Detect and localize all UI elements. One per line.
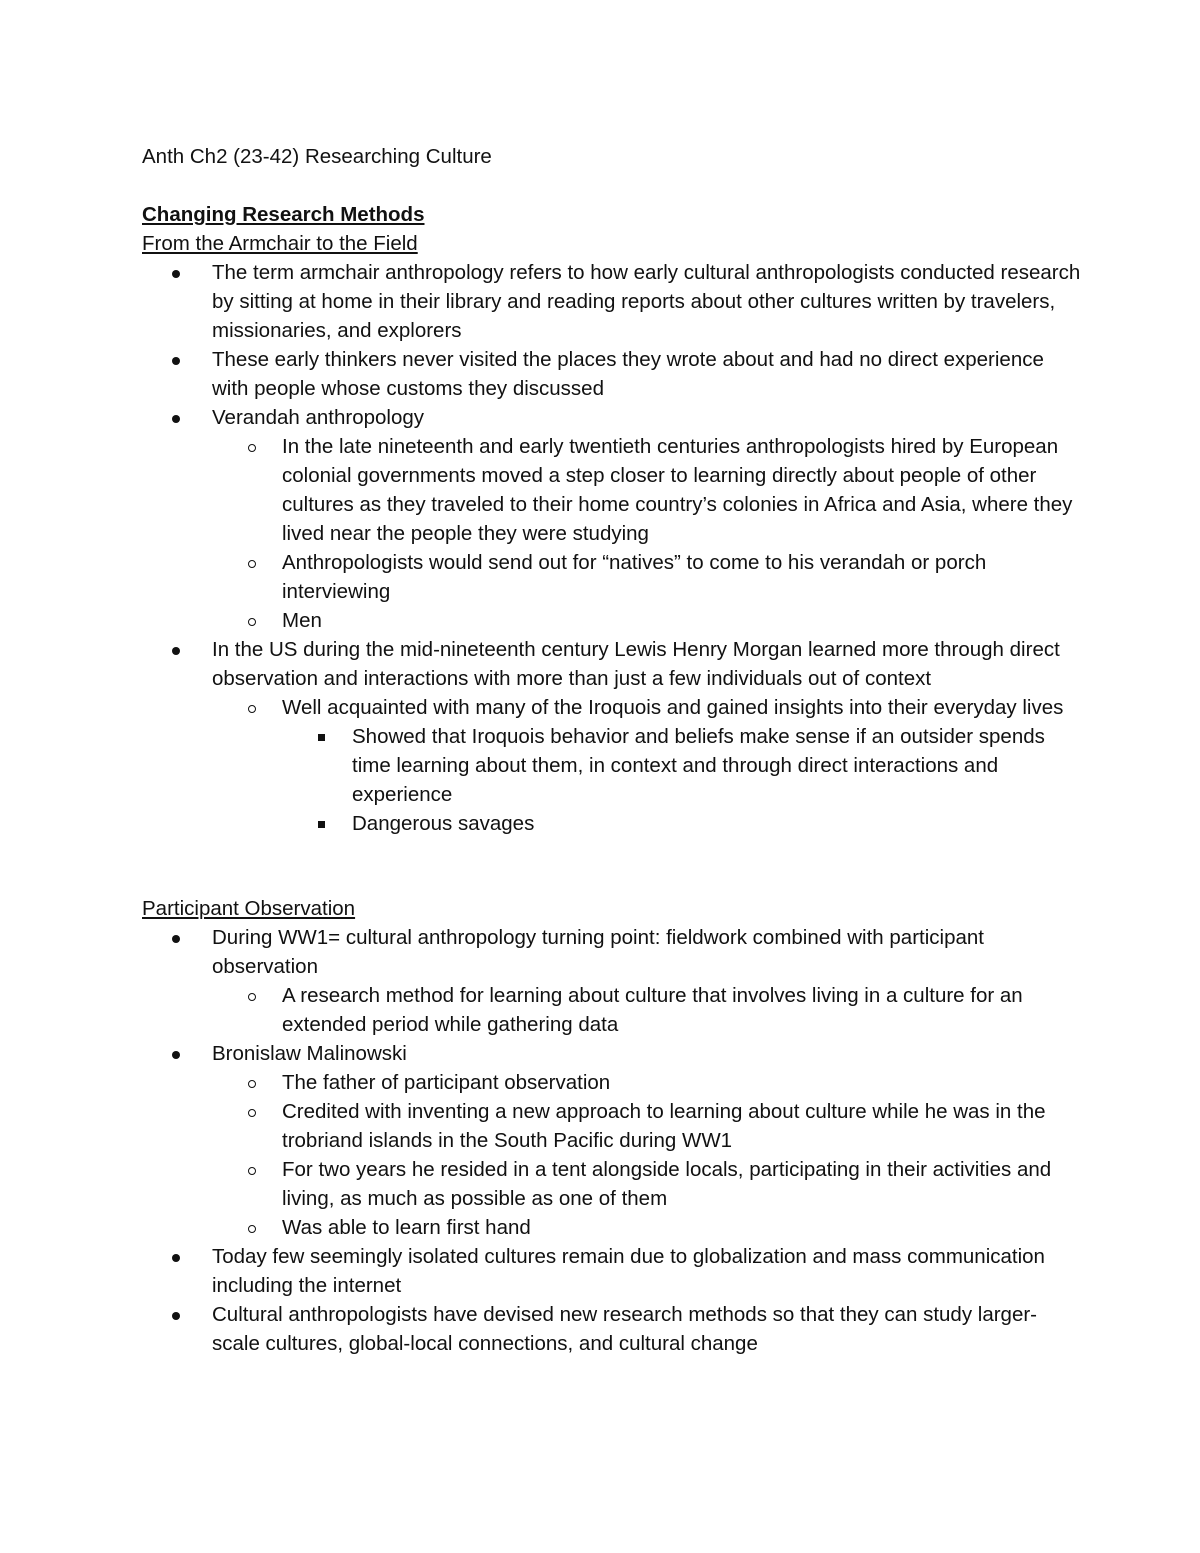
hollow-bullet-icon (248, 1155, 256, 1184)
section-subheading: From the Armchair to the Field (142, 232, 418, 255)
square-bullet-icon (318, 722, 325, 751)
list-item (142, 1242, 1082, 1300)
section-participant-observation (142, 894, 1082, 1358)
bullet-icon (172, 345, 180, 374)
bullet-icon (172, 403, 180, 432)
list-item (142, 635, 1082, 838)
document-title: Anth Ch2 (23-42) Researching Culture (142, 145, 492, 168)
sub-sub-list (282, 722, 1082, 838)
sub-list-item (212, 548, 1082, 606)
list-item-text: During WW1= cultural anthropology turning point: fieldwork combined with participant observation (212, 926, 984, 978)
bullet-icon (172, 1039, 180, 1068)
bullet-list (142, 923, 1082, 1358)
sub-list (212, 1068, 1082, 1242)
list-item-text: Verandah anthropology (212, 406, 425, 429)
list-item (142, 258, 1082, 345)
sub-list-item-text: For two years he resided in a tent alongside locals, participating in their activities and living, as much as possible as one of them (282, 1158, 1052, 1210)
list-item-text: Cultural anthropologists have devised new research methods so that they can study larger-scale cultures, global-local connections, and cultural change (212, 1303, 1038, 1355)
sub-sub-list-item (282, 809, 1082, 838)
list-item (142, 923, 1082, 1039)
sub-list-item-text: The father of participant observation (282, 1071, 611, 1094)
sub-list-item-text: In the late nineteenth and early twentieth centuries anthropologists hired by European colonial governments moved a step closer to learning directly about people of other cultures as they traveled to their home country’s colonies in Africa and Asia, where they lived near the people they were studying (282, 435, 1073, 545)
list-item-text: Today few seemingly isolated cultures remain due to globalization and mass communication including the internet (212, 1245, 1045, 1297)
sub-list-item-text: Was able to learn first hand (282, 1216, 531, 1239)
sub-sub-list-item (282, 722, 1082, 809)
hollow-bullet-icon (248, 1097, 256, 1126)
sub-list-item (212, 981, 1082, 1039)
sub-sub-list-item-text: Dangerous savages (352, 812, 535, 835)
list-item (142, 345, 1082, 403)
list-item (142, 403, 1082, 635)
sub-list-item (212, 693, 1082, 838)
section-heading: Participant Observation (142, 897, 356, 920)
hollow-bullet-icon (248, 1068, 256, 1097)
sub-list-item-text: Men (282, 609, 322, 632)
bullet-icon (172, 635, 180, 664)
section-heading: Changing Research Methods (142, 203, 425, 226)
list-item (142, 1039, 1082, 1242)
bullet-list (142, 258, 1082, 838)
sub-list (212, 693, 1082, 838)
hollow-bullet-icon (248, 693, 256, 722)
sub-list-item (212, 1155, 1082, 1213)
bullet-icon (172, 258, 180, 287)
sub-list-item-text: Anthropologists would send out for “natives” to come to his verandah or porch interviewing (282, 551, 987, 603)
bullet-icon (172, 1300, 180, 1329)
square-bullet-icon (318, 809, 325, 838)
hollow-bullet-icon (248, 606, 256, 635)
sub-list-item-text: Well acquainted with many of the Iroquois and gained insights into their everyday lives (282, 696, 1064, 719)
hollow-bullet-icon (248, 981, 256, 1010)
sub-list-item (212, 432, 1082, 548)
hollow-bullet-icon (248, 1213, 256, 1242)
sub-list-item-text: A research method for learning about culture that involves living in a culture for an extended period while gathering data (282, 984, 1023, 1036)
hollow-bullet-icon (248, 548, 256, 577)
list-item (142, 1300, 1082, 1358)
list-item-text: Bronislaw Malinowski (212, 1042, 407, 1065)
hollow-bullet-icon (248, 432, 256, 461)
section-changing-research-methods (142, 200, 1082, 838)
sub-list-item-text: Credited with inventing a new approach to learning about culture while he was in the trobriand islands in the South Pacific during WW1 (282, 1100, 1046, 1152)
sub-list-item (212, 606, 1082, 635)
sub-list-item (212, 1213, 1082, 1242)
bullet-icon (172, 1242, 180, 1271)
sub-list-item (212, 1068, 1082, 1097)
sub-list (212, 981, 1082, 1039)
bullet-icon (172, 923, 180, 952)
list-item-text: These early thinkers never visited the places they wrote about and had no direct experience with people whose customs they discussed (212, 348, 1044, 400)
sub-list-item (212, 1097, 1082, 1155)
list-item-text: In the US during the mid-nineteenth century Lewis Henry Morgan learned more through direct observation and interactions with more than just a few individuals out of context (212, 638, 1060, 690)
sub-list (212, 432, 1082, 635)
sub-sub-list-item-text: Showed that Iroquois behavior and beliefs make sense if an outsider spends time learning about them, in context and through direct interactions and experience (352, 725, 1045, 806)
list-item-text: The term armchair anthropology refers to how early cultural anthropologists conducted research by sitting at home in their library and reading reports about other cultures written by travelers, missionaries, and explorers (212, 261, 1081, 342)
